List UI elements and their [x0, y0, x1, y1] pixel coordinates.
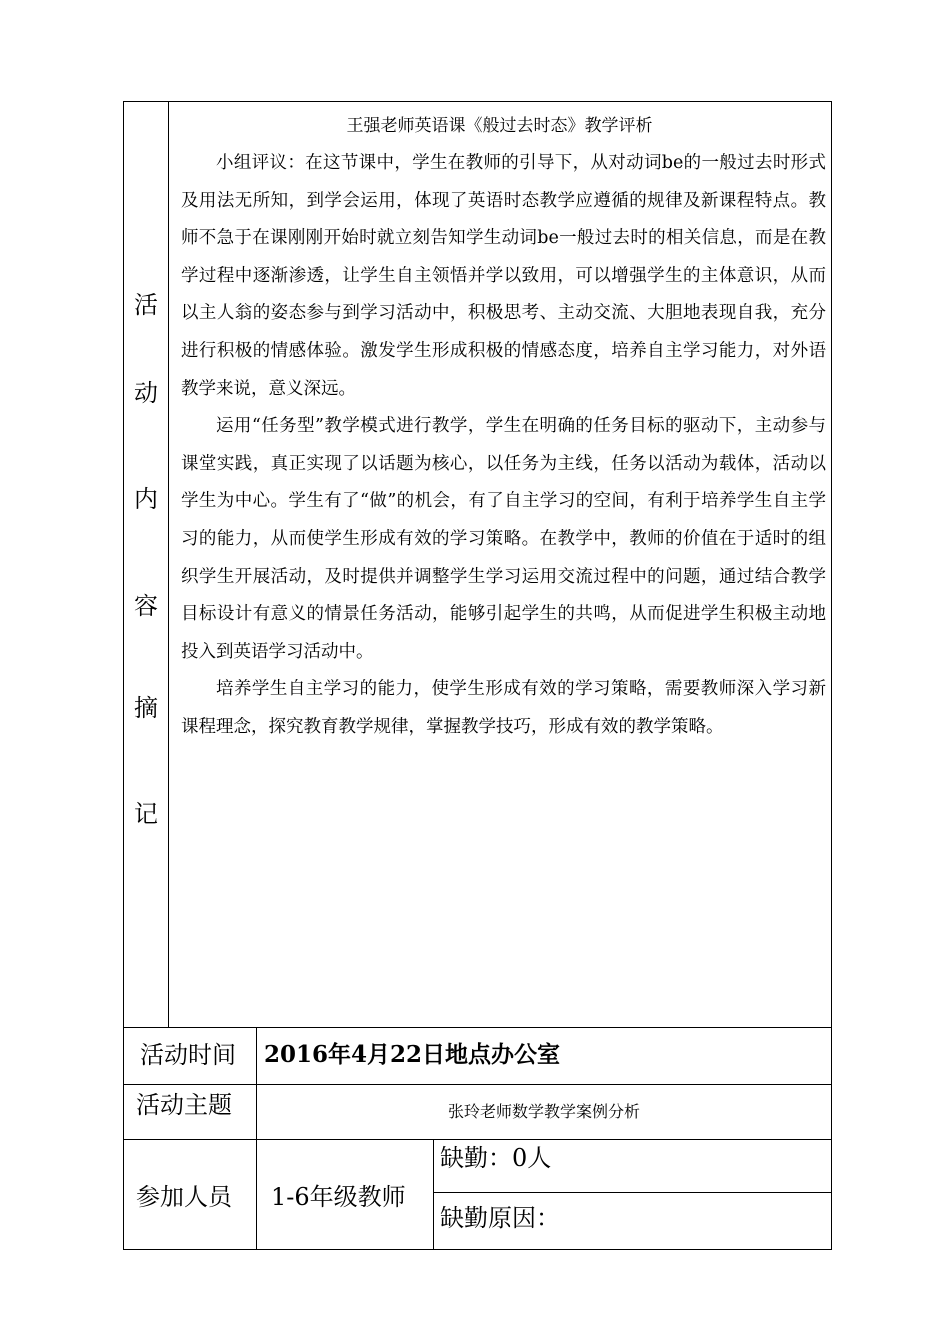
participants-label: 参加人员: [136, 1183, 232, 1211]
side-label-char: 摘: [134, 694, 158, 722]
side-label-char: 容: [134, 592, 158, 620]
side-label-char: 活: [134, 291, 158, 319]
side-label-char: 记: [134, 800, 158, 828]
table-left-border: [123, 101, 124, 1250]
time-value: 2016年4月22日地点办公室: [264, 1041, 561, 1068]
label-column-divider: [256, 1027, 257, 1250]
activity-label-divider: [168, 101, 169, 1028]
table-bottom-border: [123, 1249, 832, 1250]
table-top-border: [123, 101, 832, 102]
participants-value: 1-6年级教师: [271, 1183, 406, 1211]
content-paragraph: 小组评议：在这节课中，学生在教师的引导下，从对动词be的一般过去时形式及用法无所知，到学会运用，体现了英语时态教学应遵循的规律及新课程特点。教师不急于在课刚刚开始时就立刻告知学生动词be一般过去时的相关信息，而是在教学过程中逐渐渗透，让学生自主领悟并学以致用，可以增强学生的主体意识，从而以主人翁的姿态参与到学习活动中，积极思考、主动交流、大胆地表现自我，充分进行积极的情感体验。激发学生形成积极的情感态度，培养自主学习能力，对外语教学来说，意义深远。: [181, 153, 826, 399]
absent-count: 缺勤：0人: [440, 1144, 552, 1172]
row-divider-participants: [123, 1139, 832, 1140]
side-label-char: 内: [134, 485, 158, 513]
activity-content: [181, 145, 826, 747]
time-label: 活动时间: [140, 1041, 236, 1069]
theme-label: 活动主题: [136, 1091, 232, 1119]
content-paragraph: 运用“任务型”教学模式进行教学，学生在明确的任务目标的驱动下，主动参与课堂实践，真正实现了以话题为核心，以任务为主线，任务以活动为载体，活动以学生为中心。学生有了“做”的机会，有了自主学习的空间，有利于培养学生自主学习的能力，从而使学生形成有效的学习策略。在教学中，教师的价值在于适时的组织学生开展活动，及时提供并调整学生学习运用交流过程中的问题，通过结合教学目标设计有意义的情景任务活动，能够引起学生的共鸣，从而促进学生积极主动地投入到英语学习活动中。: [181, 416, 826, 662]
activity-title: 王强老师英语课《般过去时态》教学评析: [346, 116, 653, 136]
theme-value: 张玲老师数学教学案例分析: [447, 1102, 640, 1121]
row-divider-time: [123, 1027, 832, 1028]
participants-value-divider: [433, 1139, 434, 1250]
row-divider-theme: [123, 1084, 832, 1085]
side-label-char: 动: [134, 379, 158, 407]
table-right-border: [831, 101, 832, 1250]
content-paragraph: 培养学生自主学习的能力，使学生形成有效的学习策略，需要教师深入学习新课程理念，探究教育教学规律，掌握教学技巧，形成有效的教学策略。: [181, 679, 826, 737]
absent-reason: 缺勤原因：: [440, 1204, 560, 1232]
absent-divider: [433, 1192, 832, 1193]
